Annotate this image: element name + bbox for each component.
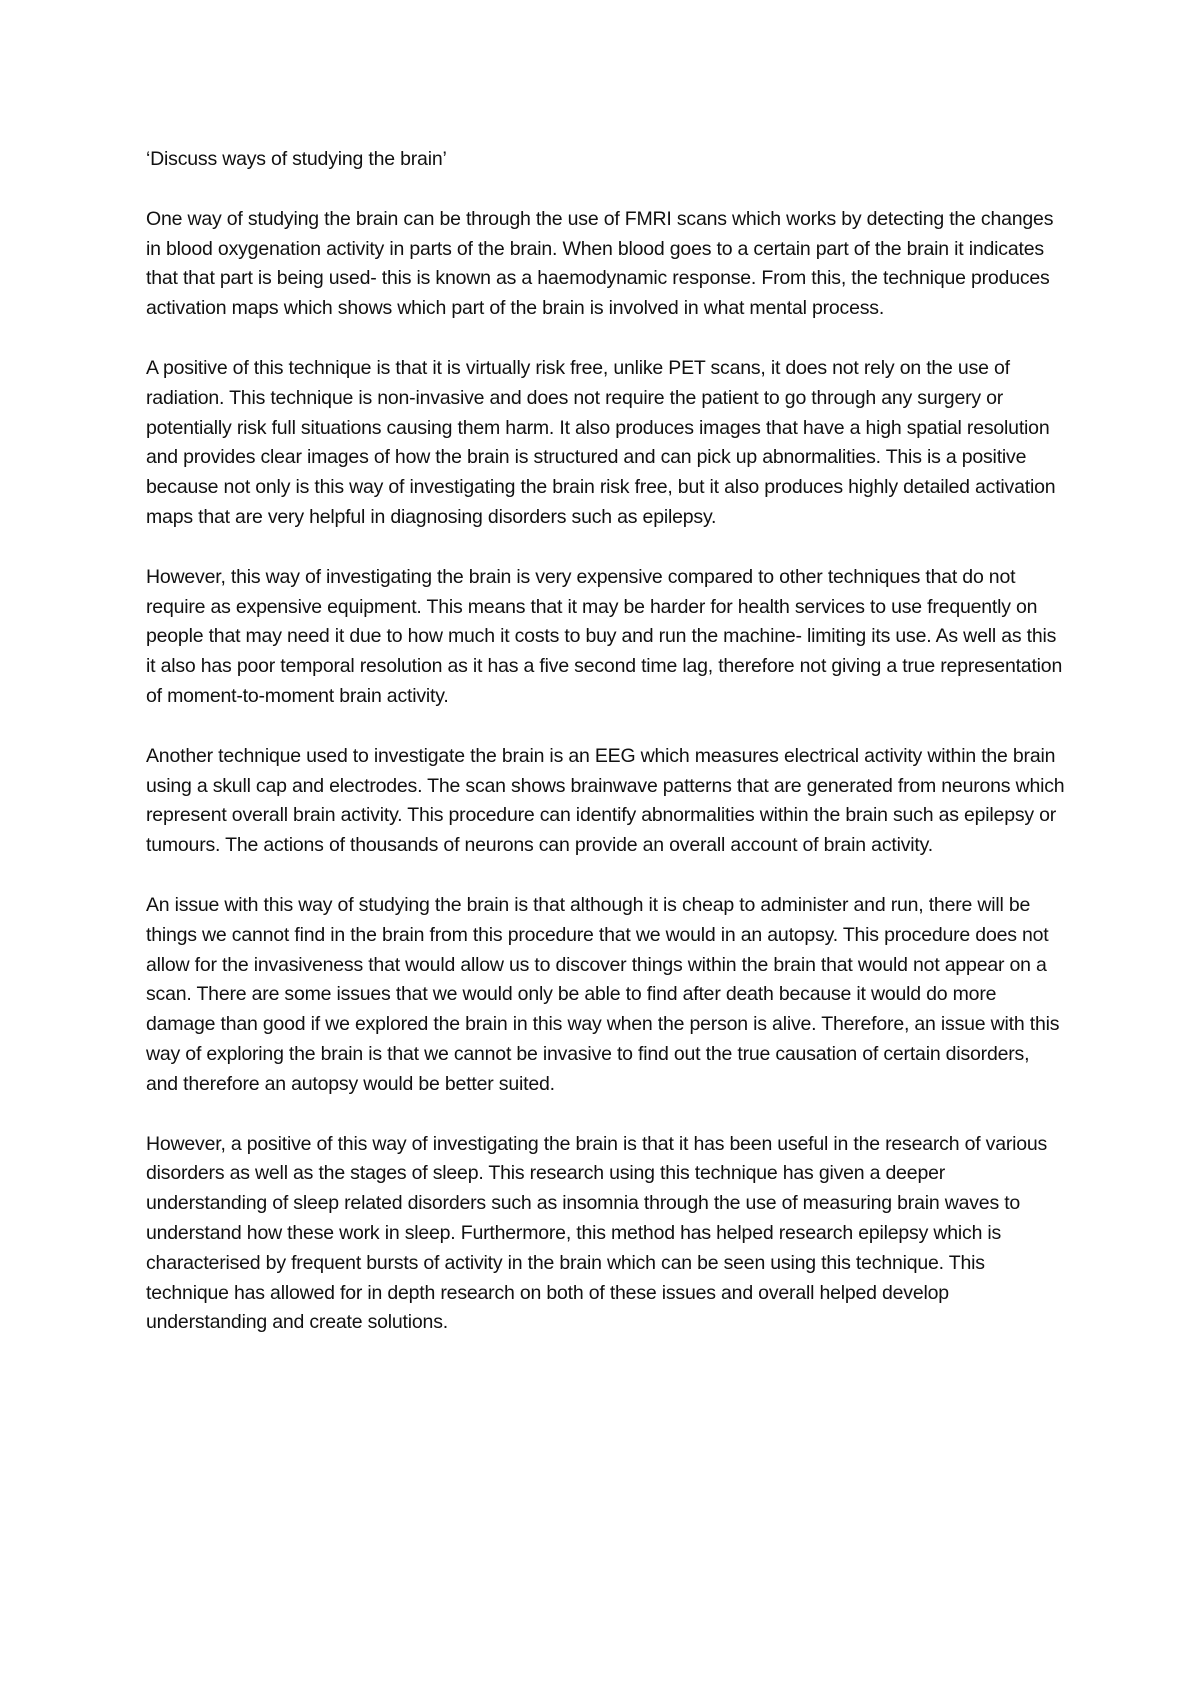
paragraph-eeg-positive: However, a positive of this way of investigating the brain is that it has been useful in the research of various disorders as well as the stages of sleep. This research using this technique has given a deeper understanding of sleep related disorders such as insomnia through the use of measuring brain waves to understand how these work in sleep. Furthermore, this method has helped research epilepsy which is characterised by frequent bursts of activity in the brain which can be seen using this technique. This technique has allowed for in depth research on both of these issues and overall helped develop understanding and create solutions. xyxy=(146,1132,1048,1334)
paragraph-eeg-issue: An issue with this way of studying the brain is that although it is cheap to administer and run, there will be things we cannot find in the brain from this procedure that we would in an autopsy. This procedure does not allow for the invasiveness that would allow us to discover things within the brain that would not appear on a scan. There are some issues that we would only be able to find after death because it would do more damage than good if we explored the brain in this way when the person is alive. Therefore, an issue with this way of exploring the brain is that we cannot be invasive to find out the true causation of certain disorders, and therefore an autopsy would be better suited. xyxy=(146,893,1060,1095)
paragraph-eeg-intro: Another technique used to investigate the brain is an EEG which measures electrical activity within the brain using a skull cap and electrodes. The scan shows brainwave patterns that are generated from neurons which represent overall brain activity. This procedure can identify abnormalities within the brain such as epilepsy or tumours. The actions of thousands of neurons can provide an overall account of brain activity. xyxy=(146,744,1065,857)
paragraph-fmri-positive: A positive of this technique is that it is virtually risk free, unlike PET scans, it does not rely on the use of radiation. This technique is non-invasive and does not require the patient to go through any surgery or potentially risk full situations causing them harm. It also produces images that have a high spatial resolution and provides clear images of how the brain is structured and can pick up abnormalities. This is a positive because not only is this way of investigating the brain risk free, but it also produces highly detailed activation maps that are very helpful in diagnosing disorders such as epilepsy. xyxy=(146,356,1056,528)
document-body xyxy=(146,145,1066,1368)
paragraph-fmri-negative: However, this way of investigating the brain is very expensive compared to other techniques that do not require as expensive equipment. This means that it may be harder for health services to use frequently on people that may need it due to how much it costs to buy and run the machine- limiting its use. As well as this it also has poor temporal resolution as it has a five second time lag, therefore not giving a true representation of moment-to-moment brain activity. xyxy=(146,565,1063,707)
essay-title: ‘Discuss ways of studying the brain’ xyxy=(146,148,447,170)
paragraph-fmri-intro: One way of studying the brain can be through the use of FMRI scans which works by detecting the changes in blood oxygenation activity in parts of the brain. When blood goes to a certain part of the brain it indicates that that part is being used- this is known as a haemodynamic response. From this, the technique produces activation maps which shows which part of the brain is involved in what mental process. xyxy=(146,207,1054,320)
